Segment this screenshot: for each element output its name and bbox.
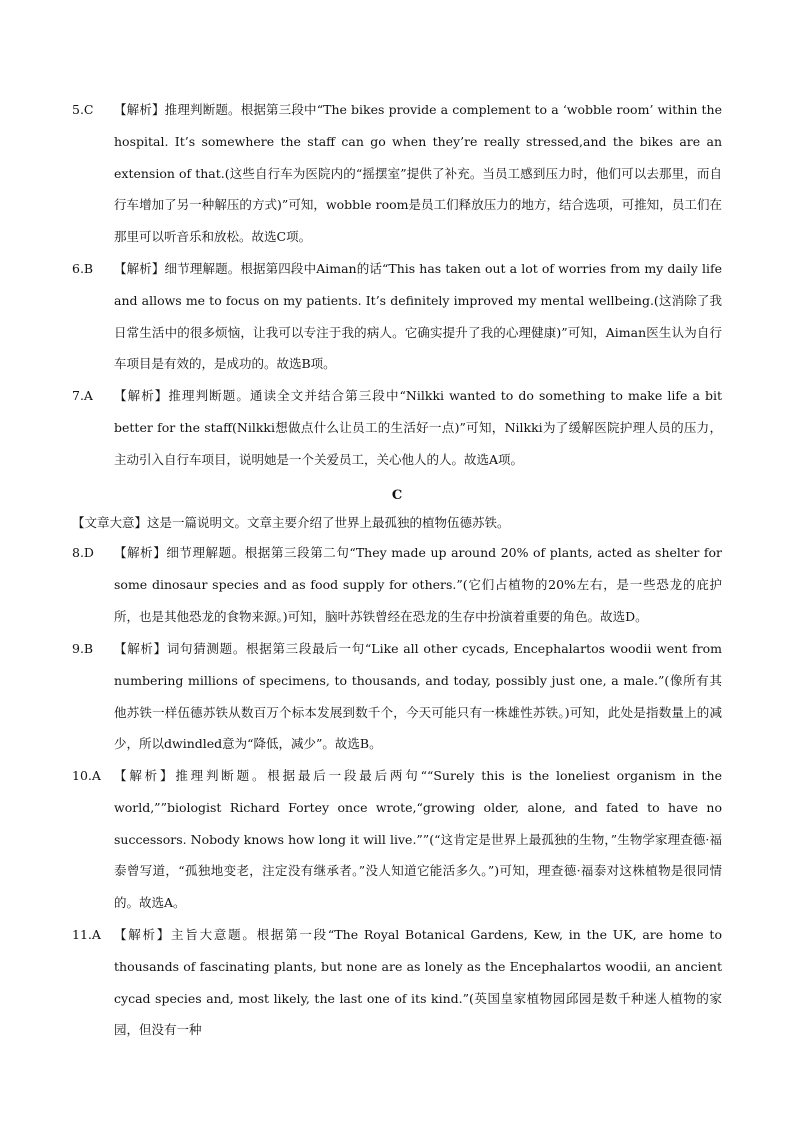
answer-number: 5.C (72, 102, 94, 117)
answer-item-11 (72, 919, 722, 1046)
answer-explanation: 【解析】推理判断题。根据第三段中“The bikes provide a complement to a ‘wobble room’ within the hospital. It’s somewhere the staff can go when they’re really stressed,and the bikes are an extension of that.(这些自行车为医院内的“摇摆室”提供了补充。当员工感到压力时，他们可以去那里，而自行车增加了另一种解压的方式)”可知，wobble room是员工们释放压力的地方，结合选项，可推知，员工们在那里可以听音乐和放松。故选C项。 (114, 102, 722, 245)
answer-item-7 (72, 380, 722, 475)
answer-explanation: 【解析】推理判断题。根据最后一段最后两句““Surely this is the loneliest organism in the world,””biologist Richard Fortey once wrote,“growing older, alone, and fated to have no successors. Nobody knows how long it will live.””(“这肯定是世界上最孤独的生物，”生物学家理查德·福泰曾写道，“孤独地变老，注定没有继承者。”没人知道它能活多久。”)可知，理查德·福泰对这株植物是很同情的。故选A。 (114, 768, 722, 911)
answer-number: 9.B (72, 641, 94, 656)
answer-item-10 (72, 760, 722, 919)
section-heading: C (391, 488, 403, 503)
answer-item-9 (72, 633, 722, 760)
answer-number: 7.A (72, 388, 93, 403)
answer-item-6 (72, 253, 722, 380)
answer-explanation: 【解析】细节理解题。根据第四段中Aiman的话“This has taken out a lot of worries from my daily life and allows me to focus on my patients. It’s definitely improved my mental wellbeing.(这消除了我日常生活中的很多烦恼，让我可以专注于我的病人。它确实提升了我的心理健康)”可知，Aiman医生认为自行车项目是有效的，是成功的。故选B项。 (114, 261, 722, 372)
answer-number: 10.A (72, 768, 101, 783)
answer-explanation: 【解析】主旨大意题。根据第一段“The Royal Botanical Gardens, Kew, in the UK, are home to thousands of fascinating plants, but none are as lonely as the Encephalartos woodii, an ancient cycad species and, most likely, the last one of its kind.”(英国皇家植物园邱园是数千种迷人植物的家园，但没有一种 (114, 927, 722, 1038)
answer-item-5 (72, 94, 722, 253)
answer-explanation: 【解析】推理判断题。通读全文并结合第三段中“Nilkki wanted to do something to make life a bit better for the staff(Nilkki想做点什么让员工的生活好一点)”可知，Nilkki为了缓解医院护理人员的压力，主动引入自行车项目，说明她是一个关爱员工，关心他人的人。故选A项。 (114, 388, 722, 467)
answer-explanation: 【解析】细节理解题。根据第三段第二句“They made up around 20% of plants, acted as shelter for some dinosaur species and as food supply for others.”(它们占植物的20%左右，是一些恐龙的庇护所，也是其他恐龙的食物来源。)可知，脑叶苏铁曾经在恐龙的生存中扮演着重要的角色。故选D。 (114, 545, 722, 624)
answer-number: 11.A (72, 927, 101, 942)
answer-number: 8.D (72, 545, 94, 560)
article-summary: 【文章大意】这是一篇说明文。文章主要介绍了世界上最孤独的植物伍德苏铁。 (72, 515, 510, 530)
answer-number: 6.B (72, 261, 94, 276)
answer-explanation: 【解析】词句猜测题。根据第三段最后一句“Like all other cycads, Encephalartos woodii went from numbering millions of specimens, to thousands, and today, possibly just one, a male.”(像所有其他苏铁一样伍德苏铁从数百万个标本发展到数千个，今天可能只有一株雄性苏铁。)可知，此处是指数量上的减少，所以dwindled意为“降低，减少”。故选B。 (114, 641, 722, 752)
answer-item-8 (72, 537, 722, 632)
